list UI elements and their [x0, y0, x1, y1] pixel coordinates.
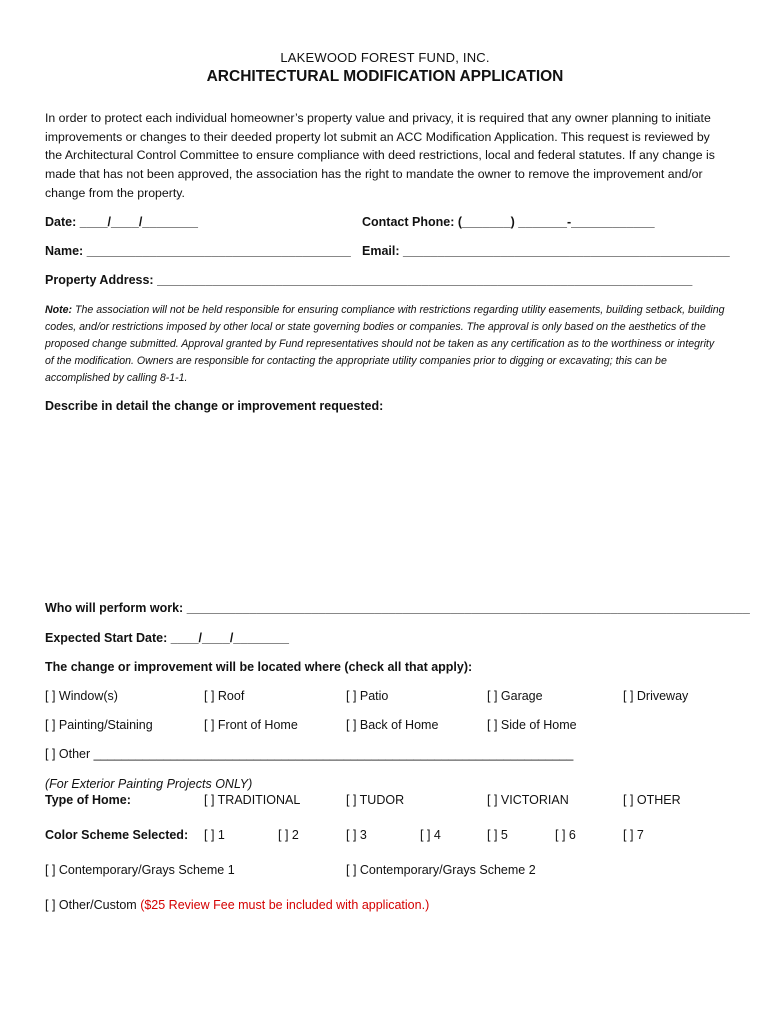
color-scheme-label: Color Scheme Selected: — [45, 828, 189, 842]
start-date-field[interactable] — [45, 631, 289, 645]
start-label: Expected Start Date: — [45, 631, 168, 645]
date-field[interactable] — [45, 215, 198, 229]
checkbox-grays-scheme-2[interactable]: [ ] Contemporary/Grays Scheme 2 — [346, 863, 536, 877]
email-blank[interactable]: _______________________________________________ — [403, 244, 730, 258]
describe-label: Describe in detail the change or improvement requested: — [45, 399, 384, 413]
checkbox-color-5[interactable]: [ ] 5 — [487, 828, 508, 842]
checkbox-patio[interactable]: [ ] Patio — [346, 689, 389, 703]
start-blank[interactable]: ____/____/________ — [170, 631, 289, 645]
checkbox-other[interactable]: [ ] Other _____________________________________________________________________ — [45, 747, 574, 761]
checkbox-windows[interactable]: [ ] Window(s) — [45, 689, 118, 703]
checkbox-color-4[interactable]: [ ] 4 — [420, 828, 441, 842]
email-label: Email: — [362, 244, 400, 258]
phone-label: Contact Phone: — [362, 215, 455, 229]
checkbox-color-6[interactable]: [ ] 6 — [555, 828, 576, 842]
phone-field[interactable] — [362, 215, 655, 229]
intro-paragraph: In order to protect each individual homeowner’s property value and privacy, it is required that any owner planning to initiate improvements or changes to their deeded property lot submit an ACC Modification Application. This request is reviewed by the Architectural Control Committee to ensure compliance with deed restrictions, local and federal statutes. If any change is made that has not been approved, the association has the right to mandate the owner to remove the improvement and/or change from the property. — [45, 111, 715, 200]
checkbox-other-custom-row[interactable] — [45, 898, 429, 912]
performer-blank[interactable]: _________________________________________________________________________________ — [186, 601, 750, 615]
phone-blank[interactable]: (_______) _______-____________ — [457, 215, 655, 229]
checkbox-driveway[interactable]: [ ] Driveway — [623, 689, 689, 703]
address-blank[interactable]: _____________________________________________________________________________ — [157, 273, 693, 287]
checkbox-other-custom[interactable]: [ ] Other/Custom — [45, 898, 137, 912]
date-label: Date: — [45, 215, 77, 229]
form-title: ARCHITECTURAL MODIFICATION APPLICATION — [206, 68, 564, 85]
checkbox-other-type[interactable]: [ ] OTHER — [623, 793, 681, 807]
home-type-label: Type of Home: — [45, 793, 131, 807]
review-fee-note: ($25 Review Fee must be included with application.) — [140, 898, 430, 912]
checkbox-side-of-home[interactable]: [ ] Side of Home — [487, 718, 577, 732]
location-label: The change or improvement will be located where (check all that apply): — [45, 660, 473, 674]
performer-label: Who will perform work: — [45, 601, 184, 615]
checkbox-painting[interactable]: [ ] Painting/Staining — [45, 718, 153, 732]
checkbox-color-2[interactable]: [ ] 2 — [278, 828, 299, 842]
email-field[interactable] — [362, 244, 730, 258]
name-label: Name: — [45, 244, 84, 258]
checkbox-roof[interactable]: [ ] Roof — [204, 689, 245, 703]
checkbox-traditional[interactable]: [ ] TRADITIONAL — [204, 793, 301, 807]
note-text: The association will not be held responsible for ensuring compliance with restrictions regarding utility easements, building setback, building codes, and/or restrictions imposed by other local or state governing bodies or companies. The approval is only based on the aesthetics of the proposed change submitted. Approval granted by Fund representatives should not be taken as any certification as to the worthiness or integrity of the modification. Owners are responsible for contacting the appropriate utility companies prior to digging or excavating; this can be accomplished by calling 8-1-1. — [45, 304, 725, 384]
describe-area[interactable] — [45, 420, 725, 590]
checkbox-color-3[interactable]: [ ] 3 — [346, 828, 367, 842]
performer-field[interactable] — [45, 601, 750, 615]
checkbox-tudor[interactable]: [ ] TUDOR — [346, 793, 405, 807]
checkbox-garage[interactable]: [ ] Garage — [487, 689, 543, 703]
org-name: LAKEWOOD FOREST FUND, INC. — [280, 50, 490, 65]
name-blank[interactable]: ______________________________________ — [86, 244, 351, 258]
date-blank[interactable]: ____/____/________ — [79, 215, 198, 229]
checkbox-color-7[interactable]: [ ] 7 — [623, 828, 644, 842]
checkbox-victorian[interactable]: [ ] VICTORIAN — [487, 793, 569, 807]
address-label: Property Address: — [45, 273, 154, 287]
note-label: Note: — [45, 304, 73, 316]
checkbox-color-1[interactable]: [ ] 1 — [204, 828, 225, 842]
name-field[interactable] — [45, 244, 351, 258]
address-field[interactable] — [45, 273, 692, 287]
checkbox-back-of-home[interactable]: [ ] Back of Home — [346, 718, 439, 732]
checkbox-front-of-home[interactable]: [ ] Front of Home — [204, 718, 298, 732]
checkbox-grays-scheme-1[interactable]: [ ] Contemporary/Grays Scheme 1 — [45, 863, 235, 877]
exterior-note: (For Exterior Painting Projects ONLY) — [45, 777, 253, 791]
note-paragraph — [45, 302, 725, 387]
